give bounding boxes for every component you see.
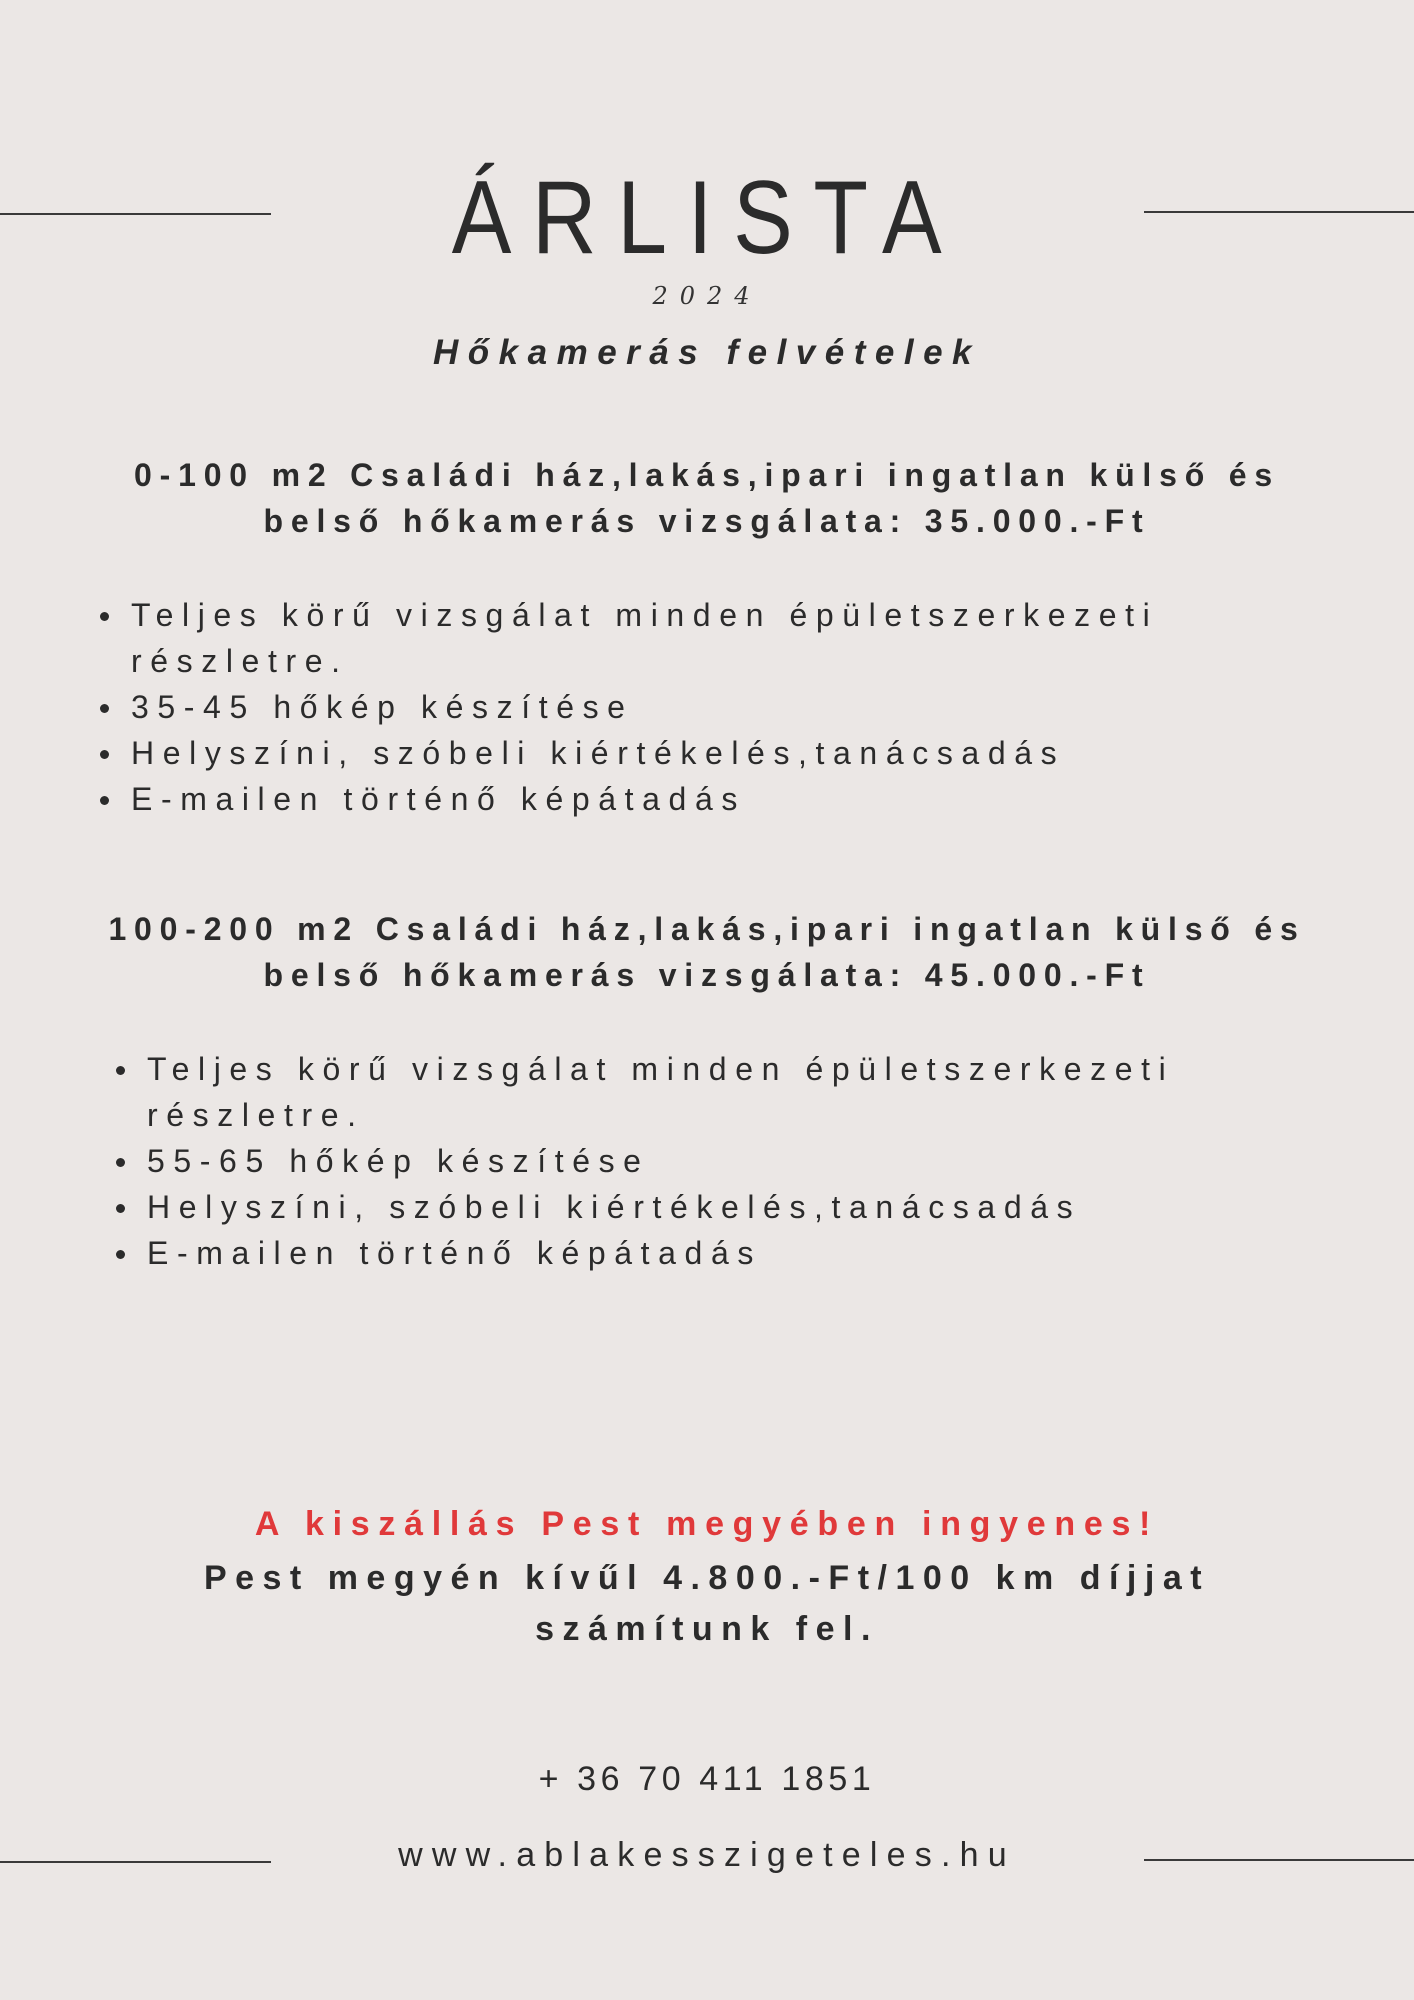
list-item (100, 684, 1300, 730)
feature-text: 35-45 hőkép készítése (131, 689, 634, 725)
feature-text: Helyszíni, szóbeli kiértékelés,tanácsadás (147, 1189, 1082, 1225)
section-2-heading (40, 906, 1374, 998)
section-1-feature-list (100, 592, 1300, 822)
section-1-heading-line-1: 0-100 m2 Családi ház,lakás,ipari ingatlan külső és (134, 457, 1280, 493)
section-2-heading-line-2: belső hőkamerás vizsgálata: 45.000.-Ft (263, 957, 1151, 993)
phone-number: + 36 70 411 1851 (538, 1760, 876, 1798)
bullet-icon (116, 1204, 125, 1213)
section-2-heading-line-1: 100-200 m2 Családi ház,lakás,ipari ingatlan külső és (108, 911, 1306, 947)
free-travel-note: A kiszállás Pest megyében ingyenes! (254, 1505, 1160, 1543)
feature-text: Teljes körű vizsgálat minden épületszerkezeti részletre. (147, 1051, 1175, 1133)
list-item (116, 1138, 1316, 1184)
feature-text: 55-65 hőkép készítése (147, 1143, 650, 1179)
feature-text: Teljes körű vizsgálat minden épületszerkezeti részletre. (131, 597, 1159, 679)
travel-fee-note: Pest megyén kívűl 4.800.-Ft/100 km díjjat számítunk fel. (203, 1559, 1211, 1648)
page-title: ÁRLISTA (451, 160, 963, 276)
bullet-icon (116, 1158, 125, 1167)
feature-text: Helyszíni, szóbeli kiértékelés,tanácsadás (131, 735, 1066, 771)
bullet-icon (100, 612, 109, 621)
year-label: 2024 (652, 282, 762, 310)
list-item (100, 592, 1300, 684)
section-2-feature-list (116, 1046, 1316, 1276)
list-item (100, 776, 1300, 822)
bullet-icon (116, 1066, 125, 1075)
list-item (116, 1046, 1316, 1138)
list-item (116, 1184, 1316, 1230)
feature-text: E-mailen történő képátadás (131, 781, 746, 817)
website-link[interactable]: www.ablakesszigeteles.hu (398, 1836, 1016, 1874)
feature-text: E-mailen történő képátadás (147, 1235, 762, 1271)
list-item (100, 730, 1300, 776)
page-subtitle: Hőkamerás felvételek (433, 333, 981, 372)
list-item (116, 1230, 1316, 1276)
bullet-icon (100, 750, 109, 759)
section-1-heading (40, 452, 1374, 544)
section-1-heading-line-2: belső hőkamerás vizsgálata: 35.000.-Ft (263, 503, 1151, 539)
bullet-icon (116, 1250, 125, 1259)
bullet-icon (100, 704, 109, 713)
bullet-icon (100, 796, 109, 805)
